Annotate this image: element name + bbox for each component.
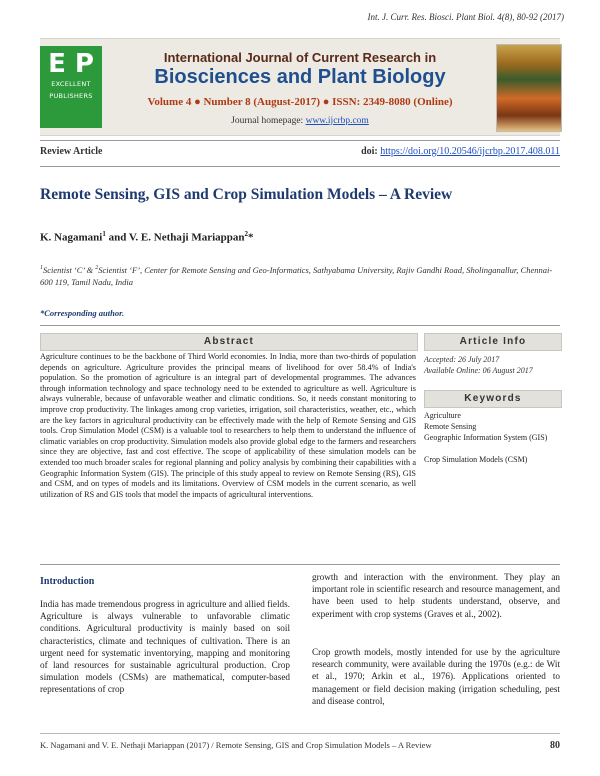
intro-right-paragraph-2: Crop growth models, mostly intended for use by the agriculture research community, were available during the 1970s (e.g.: de Wit et al., 1970; Arkin et al., 1976). Applications oriented to management or field decision making (irrigation scheduling, pest and disease control,: [312, 647, 560, 706]
affil-part-1: Scientist ‘C’ &: [43, 264, 96, 275]
doi: [361, 146, 560, 157]
page-number: 80: [550, 740, 560, 751]
accepted-date: Accepted: 26 July 2017: [424, 355, 500, 364]
doi-label: doi:: [361, 146, 381, 157]
paper-title: Remote Sensing, GIS and Crop Simulation Models – A Review: [40, 186, 453, 203]
footer-citation: K. Nagamani and V. E. Nethaji Mariappan (2017) / Remote Sensing, GIS and Crop Simulation Models – A Review: [40, 740, 432, 750]
author-1-affil-mark: 1: [102, 230, 106, 238]
author-2: V. E. Nethaji Mariappan: [128, 231, 245, 244]
publisher-logo-letters: E P: [48, 49, 94, 79]
publisher-logo: [40, 46, 102, 128]
journal-title: Biosciences and Plant Biology: [154, 66, 446, 88]
abstract-text: Agriculture continues to be the backbone of Third World economies. In India, more than two-thirds of population depends on agriculture. Agriculture provides the principal means of livelihood for over 58.4% of India's population. So the promotion of agriculture is an integral part of developmental programmes. The advances through information technology and space technology need to be extended to agriculture as well. Agriculture is always vulnerable, because of unfavorable weather and climatic conditions. So, it needs constant monitoring to improve crop productivity. The linkages among crop varieties, irrigation, soil characteristics, weather, etc., which are the key factors in agricultural productivity can be effectively made with the help of Remote Sensing and GIS tools. Crop Simulation Model (CSM) is a valuable tool to researchers to help them to understand the influence of climatic variables on crop productivity. Simulation models also provide global edge to the farmers and researchers since they are objective, fast and cost effective. The scope of applicability of these simulation models can be extended too much broader scales for regional planning and policy analysis by combining their capabilities with a Geographic Information System (GIS). The principle of this study appeal to review on Remote Sensing (RS), GIS and CSM, and on types of models and its limitations. Overview of CSM models in the current scenario, as well utilization of RS and GIS tools that model the impacts of agricultural interventions.: [40, 352, 416, 499]
affiliation: [40, 262, 560, 288]
keyword-item: Crop Simulation Models (CSM): [424, 455, 528, 464]
abstract-bottom-divider: [40, 564, 560, 565]
journal-cover-image: [496, 44, 562, 132]
author-2-affil-mark: 2: [244, 230, 249, 238]
homepage-link[interactable]: www.ijcrbp.com: [305, 116, 369, 126]
author-1: K. Nagamani: [40, 231, 103, 244]
abstract-top-divider: [40, 325, 560, 326]
doi-link[interactable]: https://doi.org/10.20546/ijcrbp.2017.408.011: [380, 146, 560, 157]
author-join: and: [105, 231, 129, 244]
keyword-item: Remote Sensing: [424, 422, 477, 431]
publisher-name-line1: EXCELLENT: [51, 80, 91, 88]
intro-left-paragraph: India has made tremendous progress in agriculture and allied fields. Agriculture is always vulnerable to unfavorable climatic conditions. Agricultural productivity is mainly based on soil characteristics, climate and techniques of cultivation. There is an urgent need for systematic inventorying, mapping and monitoring of land resources for sustainable agricultural production. Crop simulation models (CSMs) are mathematical, computer-based representations of crop: [40, 599, 290, 695]
affil-mark-2: 2: [95, 265, 99, 271]
publisher-name-line2: PUBLISHERS: [49, 92, 93, 100]
affil-mark-1: 1: [40, 265, 43, 271]
journal-homepage: [112, 116, 488, 126]
header-divider: [40, 140, 560, 141]
journal-pre-title: International Journal of Current Research in: [163, 50, 437, 65]
section-heading-introduction: Introduction: [40, 576, 95, 587]
article-type: Review Article: [40, 146, 103, 157]
abstract-heading: Abstract: [40, 333, 418, 351]
intro-right-paragraph-1: growth and interaction with the environment. They play an important role in scientific research and resource management, and have been used to help students understand, observe, and experiment with crop systems (Graves et al., 2002).: [312, 572, 560, 619]
article-type-divider: [40, 166, 560, 167]
journal-volume-line: Volume 4 ● Number 8 (August-2017) ● ISSN: 2349-8080 (Online): [147, 96, 453, 108]
corresponding-author-note: *Corresponding author.: [40, 308, 125, 318]
author-list: [40, 230, 254, 244]
footer-divider: [40, 733, 560, 734]
affil-part-2: Scientist ‘F’, Center for Remote Sensing and Geo-Informatics, Sathyabama University, Rajiv Gandhi Road, Sholinganallur, Chennai-600 119, Tamil Nadu, India: [40, 264, 553, 287]
available-date: Available Online: 06 August 2017: [424, 366, 533, 375]
keyword-item: Geographic Information System (GIS): [424, 433, 548, 442]
journal-citation: Int. J. Curr. Res. Biosci. Plant Biol. 4(8), 80-92 (2017): [367, 12, 564, 22]
corresponding-mark: *: [248, 231, 254, 244]
article-info-heading: Article Info: [424, 333, 562, 351]
homepage-label: Journal homepage:: [231, 116, 306, 126]
keyword-item: Agriculture: [424, 411, 461, 420]
keywords-heading: Keywords: [424, 390, 562, 408]
